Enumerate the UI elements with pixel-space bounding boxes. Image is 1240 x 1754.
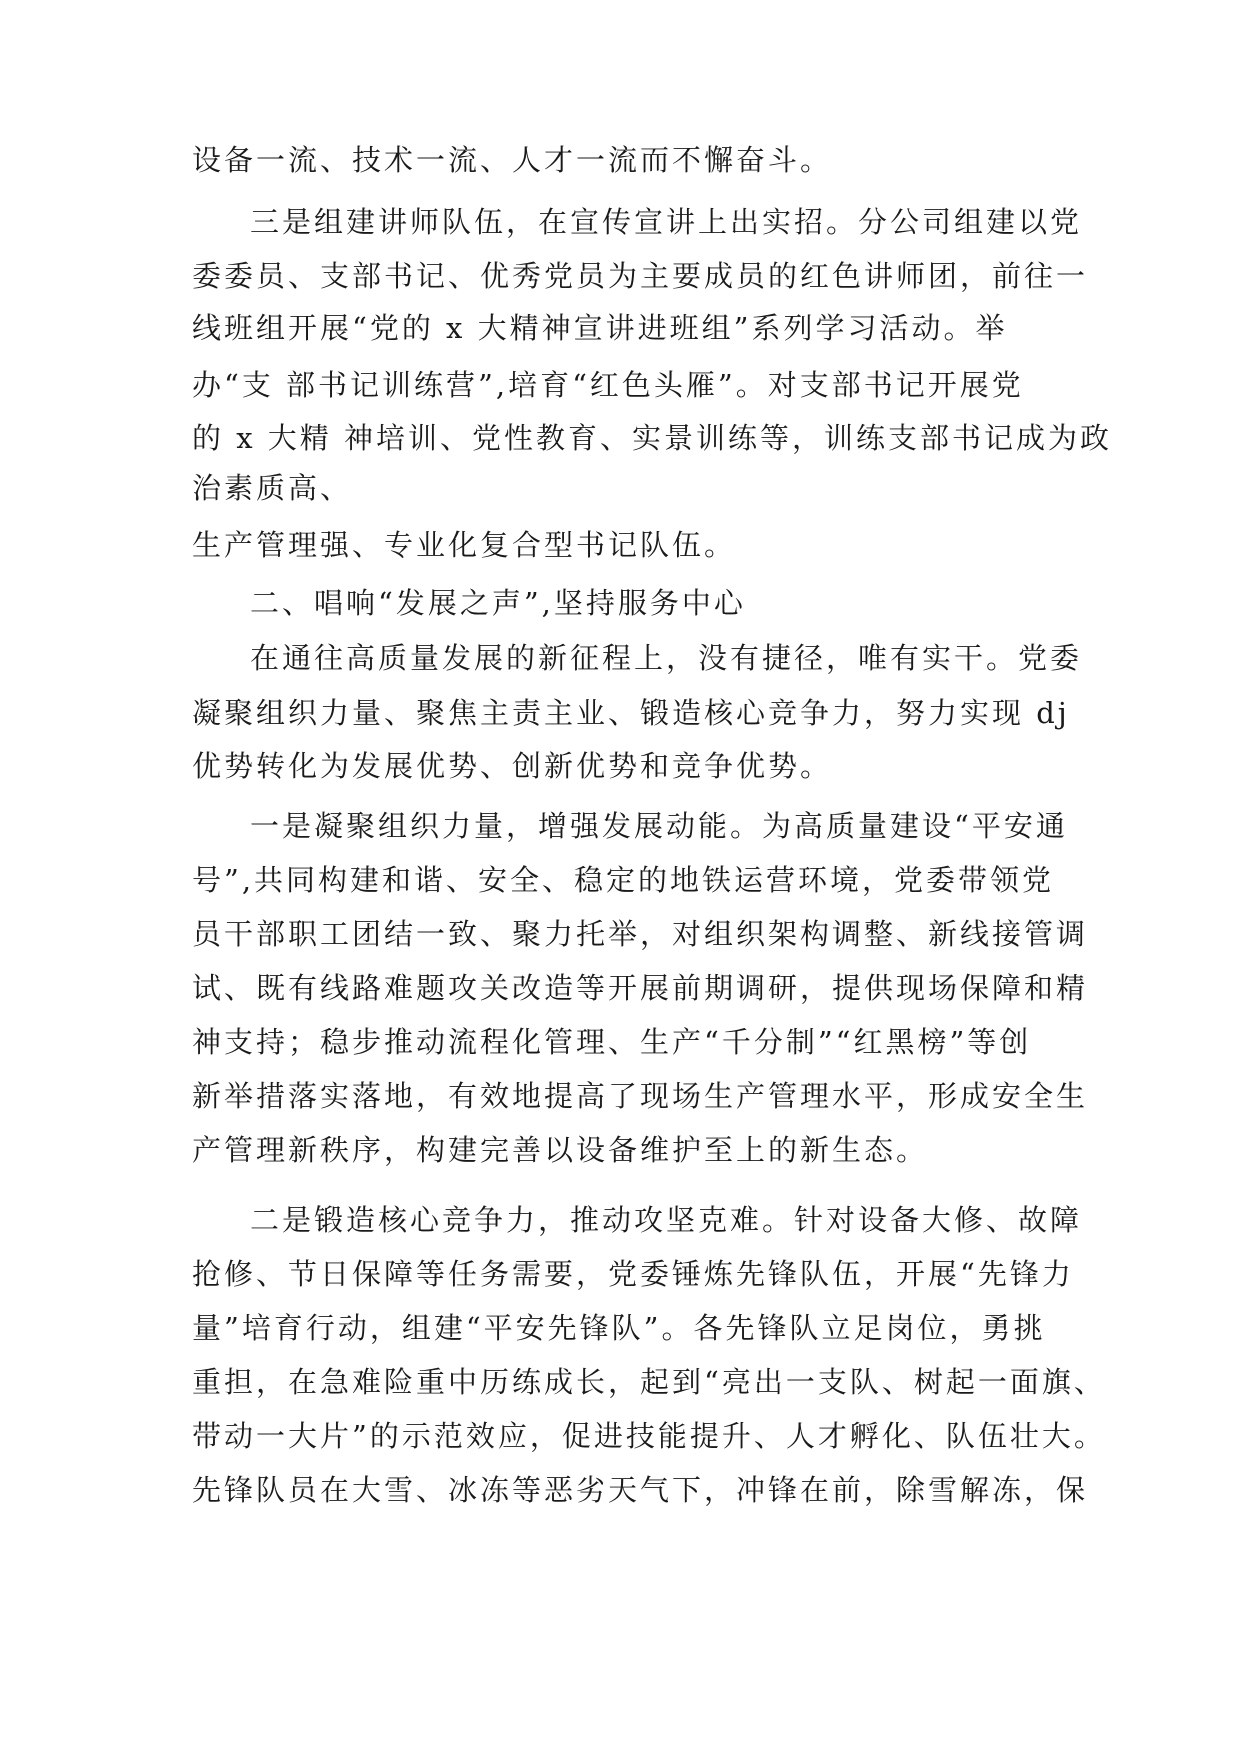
text-line: 产管理新秩序，构建完善以设备维护至上的新生态。 — [192, 1133, 929, 1167]
text-line: 优势转化为发展优势、创新优势和竞争优势。 — [192, 749, 833, 783]
text-line: 的 x 大精 神培训、党性教育、实景训练等，训练支部书记成为政 — [192, 421, 1113, 455]
paragraph-first-line: 二是锻造核心竞争力，推动攻坚克难。针对设备大修、故障 — [250, 1203, 1083, 1237]
text-line: 先锋队员在大雪、冰冻等恶劣天气下，冲锋在前，除雪解冻，保 — [192, 1473, 1089, 1507]
text-line: 新举措落实落地，有效地提高了现场生产管理水平，形成安全生 — [192, 1079, 1089, 1113]
text-line: 试、既有线路难题攻关改造等开展前期调研，提供现场保障和精 — [192, 971, 1089, 1005]
section-heading: 二、唱响“发展之声”,坚持服务中心 — [250, 586, 746, 620]
paragraph-first-line: 三是组建讲师队伍，在宣传宣讲上出实招。分公司组建以党 — [250, 205, 1083, 239]
text-line: 重担，在急难险重中历练成长，起到“亮出一支队、树起一面旗、 — [192, 1365, 1106, 1399]
text-line: 治素质高、 — [192, 471, 353, 505]
text-line: 带动一大片”的示范效应，促进技能提升、人才孵化、队伍壮大。 — [192, 1419, 1106, 1453]
text-line: 办“支 部书记训练营”,培育“红色头雁”。对支部书记开展党 — [192, 368, 1024, 402]
text-line: 生产管理强、专业化复合型书记队伍。 — [192, 528, 737, 562]
text-line: 线班组开展“党的 x 大精神宣讲进班组”系列学习活动。举 — [192, 311, 1008, 345]
text-line: 神支持；稳步推动流程化管理、生产“千分制”“红黑榜”等创 — [192, 1025, 1032, 1059]
text-line: 量”培育行动，组建“平安先锋队”。各先锋队立足岗位，勇挑 — [192, 1311, 1046, 1345]
paragraph-first-line: 一是凝聚组织力量，增强发展动能。为高质量建设“平安通 — [250, 809, 1068, 843]
text-line: 设备一流、技术一流、人才一流而不懈奋斗。 — [192, 143, 833, 177]
text-line: 委委员、支部书记、优秀党员为主要成员的红色讲师团，前往一 — [192, 259, 1089, 293]
text-line: 凝聚组织力量、聚焦主责主业、锻造核心竞争力，努力实现 dj — [192, 696, 1070, 730]
text-line: 号”,共同构建和谐、安全、稳定的地铁运营环境，党委带领党 — [192, 863, 1055, 897]
text-line: 抢修、节日保障等任务需要，党委锤炼先锋队伍，开展“先锋力 — [192, 1257, 1074, 1291]
paragraph-first-line: 在通往高质量发展的新征程上，没有捷径，唯有实干。党委 — [250, 641, 1083, 675]
text-line: 员干部职工团结一致、聚力托举，对组织架构调整、新线接管调 — [192, 917, 1089, 951]
